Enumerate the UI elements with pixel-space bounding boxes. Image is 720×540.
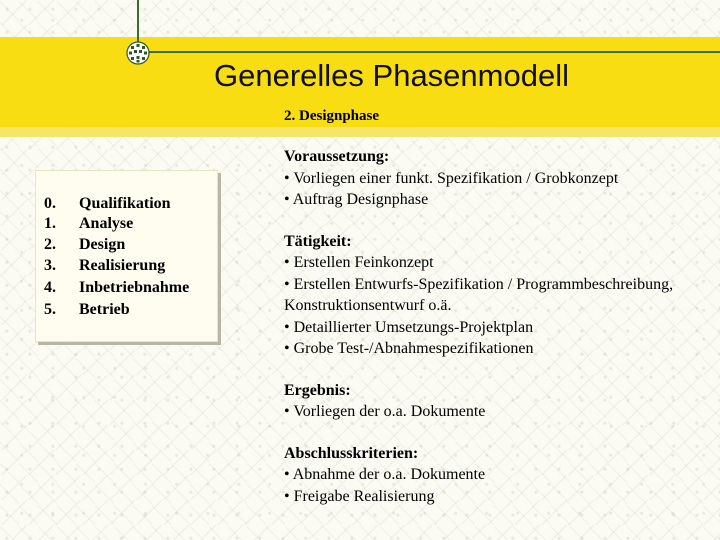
- phase-label: Analyse: [79, 215, 134, 232]
- phase-item: [44, 299, 130, 321]
- section-voraussetzung: [284, 146, 720, 211]
- title-band-lower: [0, 127, 720, 137]
- section-item: • Erstellen Feinkonzept: [284, 254, 434, 271]
- phase-number: 4.: [44, 279, 56, 296]
- section-heading: Abschlusskriterien:: [284, 444, 419, 462]
- phase-item: [44, 277, 189, 299]
- phase-label: Realisierung: [79, 257, 166, 274]
- section-item: • Vorliegen der o.a. Dokumente: [284, 403, 486, 420]
- page-subtitle: 2. Designphase: [284, 108, 380, 124]
- phase-item: [44, 234, 125, 256]
- phase-label: Design: [79, 236, 126, 253]
- section-abschluss: [284, 443, 720, 508]
- section-item: • Erstellen Entwurfs-Spezifikation / Programmbeschreibung,: [284, 275, 674, 293]
- phase-details: [284, 146, 720, 527]
- section-item: • Grobe Test-/Abnahmespezifikationen: [284, 340, 534, 357]
- phase-number: 5.: [44, 301, 56, 318]
- section-ergebnis: [284, 380, 720, 423]
- horizontal-rule: [137, 51, 720, 53]
- section-heading: Voraussetzung:: [284, 148, 390, 165]
- section-item: • Detaillierter Umsetzungs-Projektplan: [284, 318, 534, 336]
- section-item: • Abnahme der o.a. Dokumente: [284, 466, 486, 483]
- phase-label: Inbetriebnahme: [79, 279, 190, 296]
- phase-item: [44, 213, 133, 235]
- section-heading: Tätigkeit:: [284, 232, 352, 250]
- page-title: Generelles Phasenmodell: [214, 58, 569, 93]
- phase-label: Qualifikation: [79, 195, 171, 212]
- globe-grid-icon: [126, 41, 150, 65]
- phase-item: [44, 255, 165, 277]
- section-item: • Auftrag Designphase: [284, 191, 429, 208]
- section-item: Konstruktionsentwurf o.ä.: [284, 297, 452, 314]
- phase-number: 3.: [44, 257, 56, 274]
- section-taetigkeit: [284, 231, 720, 360]
- section-item: • Freigabe Realisierung: [284, 487, 435, 505]
- section-item: • Vorliegen einer funkt. Spezifikation / Grobkonzept: [284, 169, 619, 187]
- phase-number: 2.: [44, 236, 56, 253]
- phase-item: [44, 193, 171, 215]
- phase-label: Betrieb: [79, 301, 130, 318]
- phase-number: 1.: [44, 215, 56, 232]
- phase-number: 0.: [44, 195, 56, 212]
- section-heading: Ergebnis:: [284, 381, 351, 399]
